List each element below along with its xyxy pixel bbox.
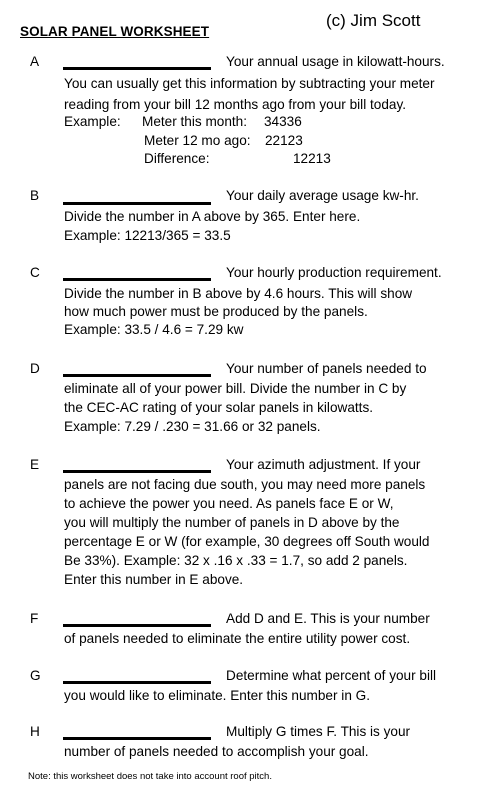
section-f-heading: Add D and E. This is your number: [226, 611, 430, 626]
section-b-text-line: Example: 12213/365 = 33.5: [64, 228, 231, 243]
section-e-text-line: you will multiply the number of panels in D above by the: [64, 515, 400, 530]
section-e-letter: E: [30, 457, 40, 472]
section-e-text-line: Be 33%). Example: 32 x .16 x .33 = 1.7, so add 2 panels.: [64, 553, 408, 568]
section-h-heading: Multiply G times F. This is your: [226, 724, 411, 739]
section-b-text-line: Divide the number in A above by 365. Enter here.: [64, 209, 361, 224]
section-f-letter: F: [30, 611, 39, 626]
section-h-answer-blank[interactable]: [63, 737, 211, 740]
section-a-example-row-value: 12213: [293, 151, 331, 166]
section-a-example-label: Example:: [64, 114, 121, 129]
section-a-letter: A: [30, 54, 40, 69]
section-b-answer-blank[interactable]: [63, 202, 211, 205]
section-b-heading: Your daily average usage kw-hr.: [226, 188, 419, 203]
section-g-heading: Determine what percent of your bill: [226, 668, 437, 683]
section-c-answer-blank[interactable]: [63, 278, 211, 281]
section-d-answer-blank[interactable]: [63, 374, 211, 377]
section-e-text-line: panels are not facing due south, you may need more panels: [64, 477, 426, 492]
section-a-example-row-label: Meter this month:: [142, 114, 248, 129]
section-d-text-line: Example: 7.29 / .230 = 31.66 or 32 panels.: [64, 419, 321, 434]
section-e-text-line: Enter this number in E above.: [64, 572, 244, 587]
section-c-letter: C: [30, 265, 40, 280]
section-a-text-line: reading from your bill 12 months ago from your bill today.: [64, 97, 407, 112]
section-e-text-line: to achieve the power you need. As panels face E or W,: [64, 496, 394, 511]
section-c-text-line: Example: 33.5 / 4.6 = 7.29 kw: [64, 322, 244, 337]
section-e-answer-blank[interactable]: [63, 470, 211, 473]
section-g-answer-blank[interactable]: [63, 681, 211, 684]
section-d-text-line: the CEC-AC rating of your solar panels in kilowatts.: [64, 400, 374, 415]
section-h-letter: H: [30, 724, 40, 739]
section-c-text-line: Divide the number in B above by 4.6 hours. This will show: [64, 286, 413, 301]
section-b-letter: B: [30, 188, 40, 203]
section-a-example-row-value: 22123: [265, 133, 303, 148]
section-h-text-line: number of panels needed to accomplish your goal.: [64, 744, 369, 759]
section-g-text-line: you would like to eliminate. Enter this number in G.: [64, 688, 371, 703]
section-a-example-row-value: 34336: [264, 114, 302, 129]
page-title: SOLAR PANEL WORKSHEET: [20, 24, 210, 39]
section-a-example-row-label: Meter 12 mo ago:: [144, 133, 251, 148]
section-a-heading: Your annual usage in kilowatt-hours.: [226, 54, 445, 69]
section-f-text-line: of panels needed to eliminate the entire utility power cost.: [64, 631, 411, 646]
section-a-example-row-label: Difference:: [144, 151, 210, 166]
section-a-answer-blank[interactable]: [63, 67, 211, 70]
section-e-heading: Your azimuth adjustment. If your: [226, 457, 421, 472]
section-d-text-line: eliminate all of your power bill. Divide the number in C by: [64, 381, 407, 396]
section-f-answer-blank[interactable]: [63, 624, 211, 627]
section-c-text-line: how much power must be produced by the panels.: [64, 304, 368, 319]
section-d-letter: D: [30, 361, 40, 376]
footer-note: Note: this worksheet does not take into account roof pitch.: [28, 771, 272, 782]
section-g-letter: G: [30, 668, 41, 683]
section-c-heading: Your hourly production requirement.: [226, 265, 442, 280]
section-a-text-line: You can usually get this information by subtracting your meter: [64, 76, 435, 91]
section-d-heading: Your number of panels needed to: [226, 361, 427, 376]
author-credit: (c) Jim Scott: [326, 11, 421, 30]
section-e-text-line: percentage E or W (for example, 30 degrees off South would: [64, 534, 430, 549]
